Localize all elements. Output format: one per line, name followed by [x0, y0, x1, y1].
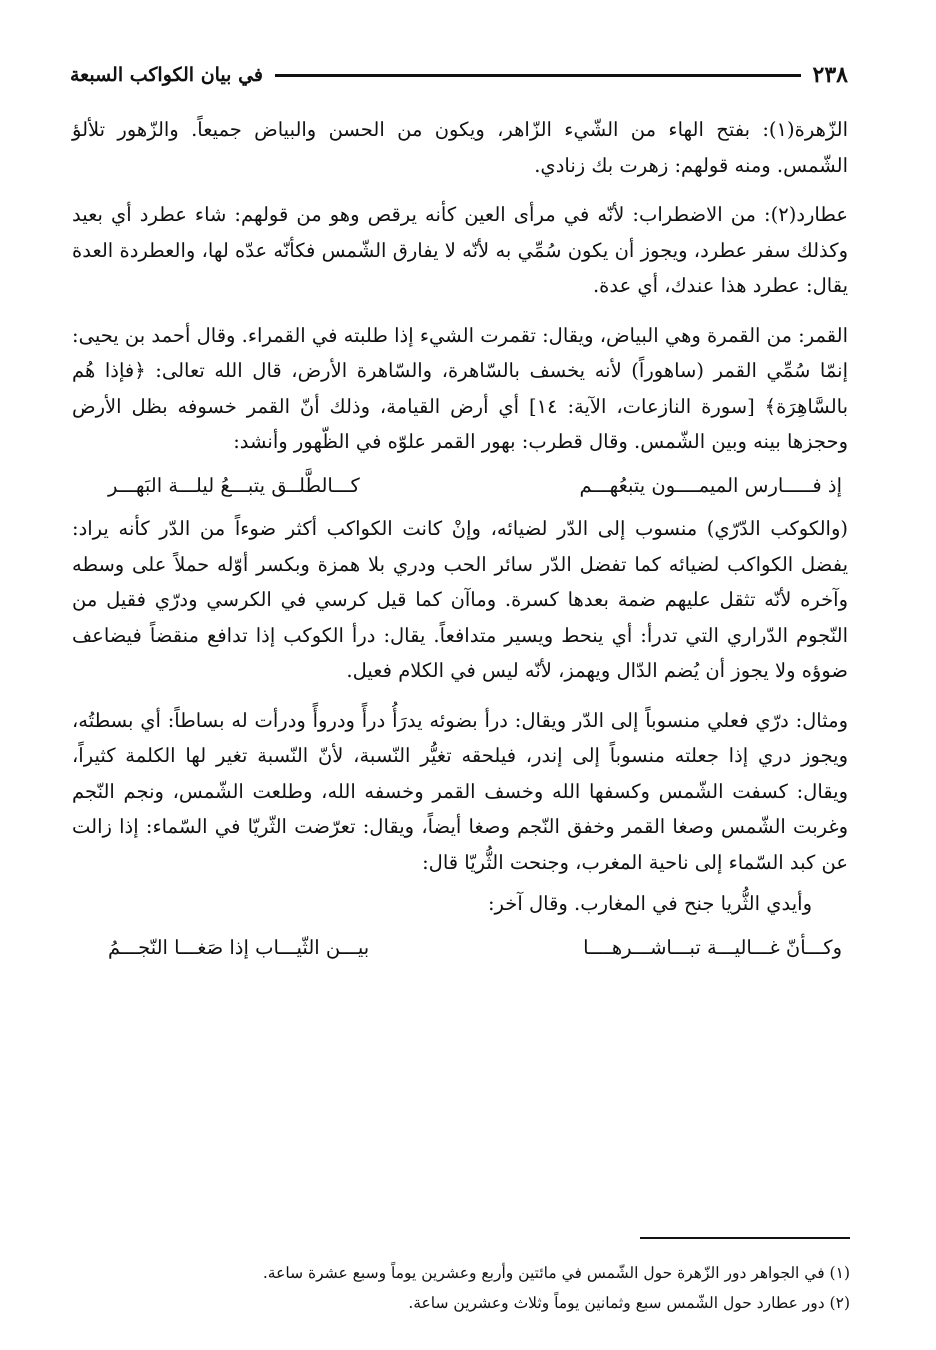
paragraph-moon: القمر: من القمرة وهي البياض، ويقال: تقمرت الشيء إذا طلبته في القمراء. وقال أحمد بن يحيى: إنمّا سُمِّي القمر (ساهوراً) لأنه يخسف بالسّاهرة، والسّاهرة الأرض، قال الله تعالى: ﴿فإذا هُم بالسَّاهِرَة﴾ [سورة النازعات، الآية: ١٤] أي أرض القيامة، وذلك أنّ القمر خسوفه بظل الأرض وحجزها بينه وبين الشّمس. وقال قطرب: بهور القمر علوّه في الظّهور وأنشد:	[72, 323, 848, 453]
verse-line	[72, 468, 848, 504]
paragraph-venus: الزّهرة(١): بفتح الهاء من الشّيء الزّاهر، ويكون من الحسن والبياض جميعاً. والزّهور تلألؤ الشّمس. ومنه قولهم: زهرت بك زنادي.	[72, 118, 848, 177]
verse-first-hemistich: وكـــأنّ غـــاليـــة تبـــاشـــرهــــا	[583, 935, 842, 959]
page-header	[70, 58, 848, 92]
verse-second-hemistich: بيـــن الثّيـــاب إذا صَغـــا النّجـــمُ	[108, 935, 370, 959]
page-number: ٢٣٨	[812, 62, 848, 88]
footnote-rule	[640, 1237, 850, 1239]
paragraph-example: ومثال: درّي فعلي منسوباً إلى الدّر ويقال: درأ بضوئه يدرَأُ درأً ودروأً ودرأت له بساطاً: أي بسطتُه، ويجوز دري إذا جعلته منسوباً إلى إندر، فيلحقه تغيُّر النّسبة، لأنّ النّسبة تغير لها الكلمة كثيراً، ويقال: كسفت الشّمس وكسفها الله وخسف القمر وخسفه الله، وطلعت الشّمس، ونجم النّجم وغربت الشّمس وصغا القمر وخفق النّجم وصغا أيضاً، ويقال: تعرّضت الثّريّا في السّماء: إذا زالت عن كبد السّماء إلى ناحية المغرب، وجنحت الثُّريّا قال:	[72, 708, 848, 874]
verse-first-hemistich: إذ فـــــارس الميمــــون يتبعُهـــم	[579, 473, 842, 497]
running-title: في بيان الكواكب السبعة	[70, 64, 263, 86]
footnote-2: (٢) دور عطارد حول الشّمس سبع وثمانين يوماً وثلاث وعشرين ساعة.	[408, 1294, 850, 1312]
footnote-1: (١) في الجواهر دور الزّهرة حول الشّمس في مائتين وأربع وعشرين يوماً وسبع عشرة ساعة.	[262, 1264, 850, 1282]
paragraph-durri: (والكوكب الدّرّي) منسوب إلى الدّر لضيائه، وإنْ كانت الكواكب أكثر ضوءاً من الدّر كأنه يراد: يفضل الكواكب لضيائه كما تفضل الدّر سائر الحب ودري بلا همزة وبكسر أوّله حملاً على وسطه وآخره لأنّه تثقل عليهم ضمة بعدها كسرة. وماآن كما قيل كرسي في الكرسي ودرّي فقيل من النّجوم الدّراري التي تدرأ: أي ينحط ويسير متدافعاً. يقال: درأ الكوكب إذا تدافع منقضاً فيضاعف ضوؤه ولا يجوز أن يُضم الدّال ويهمز، لأنّه ليس في الكلام فعيل.	[72, 517, 848, 682]
paragraph-mercury: عطارد(٢): من الاضطراب: لأنّه في مرأى العين كأنه يرقص وهو من قولهم: شاء عطرد أي بعيد وكذلك سفر عطرد، ويجوز أن يكون سُمِّي به لأنّه لا يفارق الشّمس فكأنّه عدّه لها، والعطردة العدة يقال: عطرد هذا عندك، أي عدة.	[72, 203, 848, 297]
header-rule	[275, 74, 801, 77]
page-body	[72, 112, 848, 973]
verse-single-line: وأيدي الثُّريا جنح في المغارب. وقال آخر:	[487, 892, 812, 915]
footnotes	[150, 1258, 850, 1318]
verse-line	[72, 930, 848, 966]
verse-second-hemistich: كـــالطَّلــق يتبـــعُ ليلـــة البَهـــر	[108, 473, 360, 497]
